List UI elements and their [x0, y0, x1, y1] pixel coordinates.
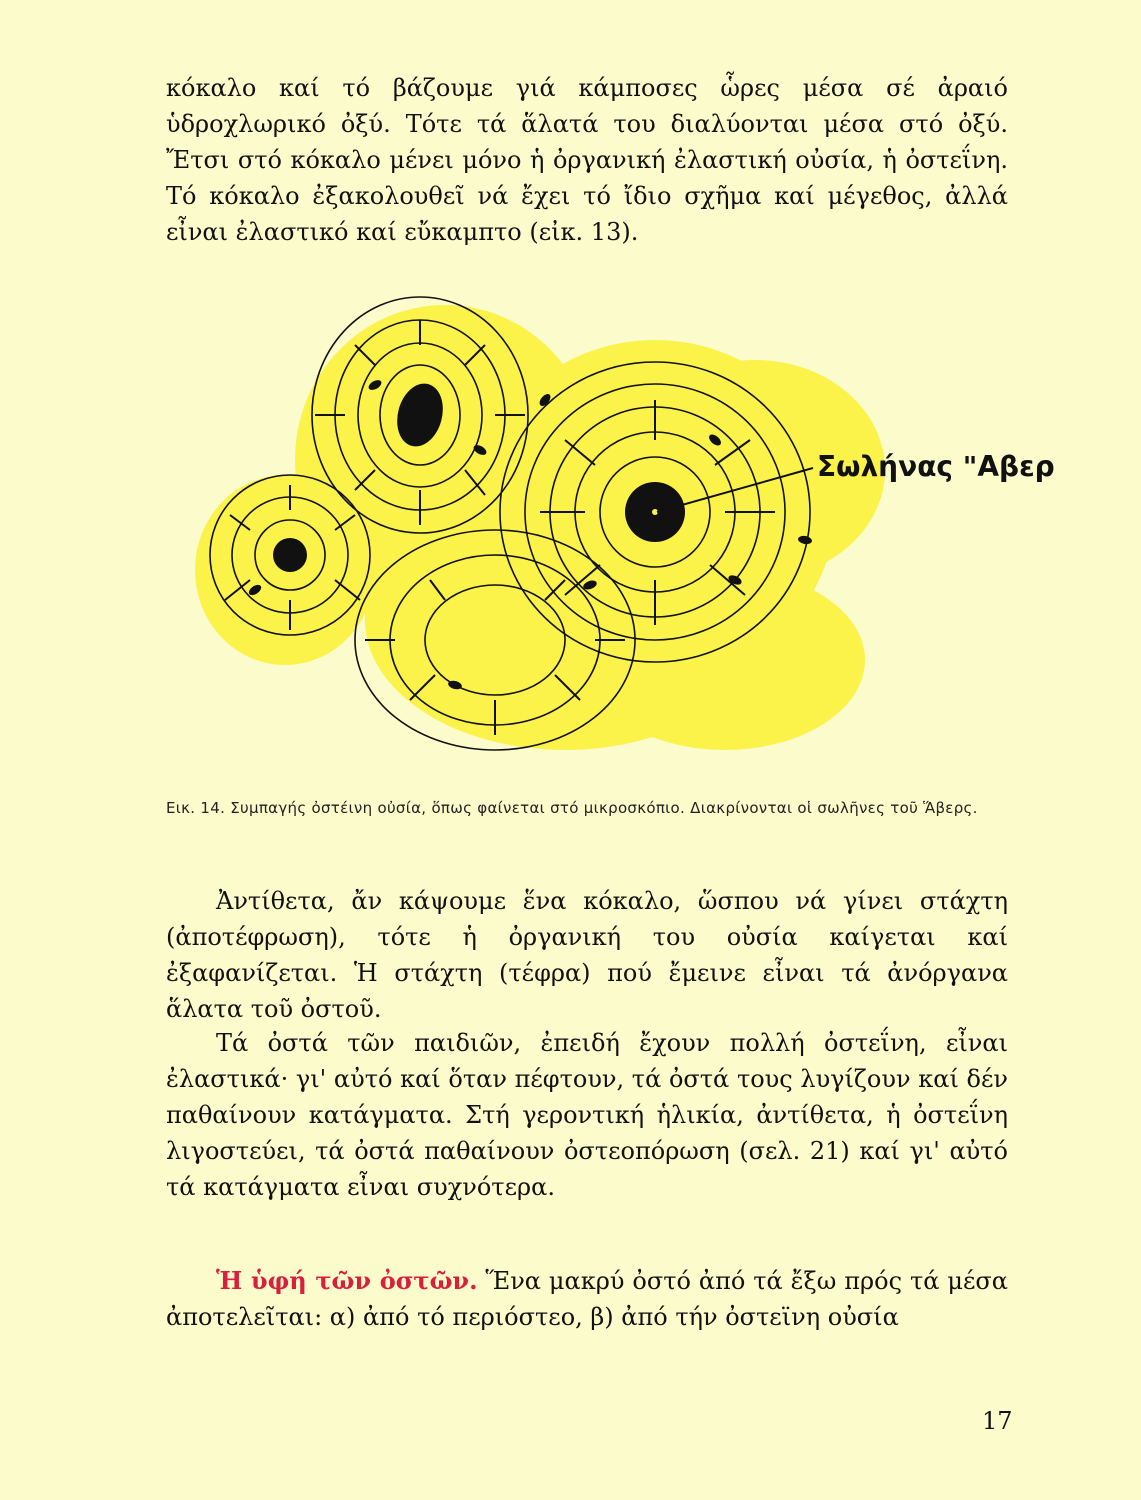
- page-number: 17: [982, 1407, 1013, 1435]
- bone-tissue-illustration: [195, 290, 1055, 760]
- bone-microscope-figure: [195, 290, 1055, 760]
- paragraph-children-bones: Τά ὀστά τῶν παιδιῶν, ἐπειδή ἔχουν πολλή ὀστεΐνη, εἶναι ἐλαστικά· γι' αὐτό καί ὅταν πέφτουν, τά ὀστά τους λυγίζουν καί δέν παθαίνουν κατάγματα. Στή γεροντική ἡλικία, ἀντίθετα, ἡ ὀστεΐνη λιγοστεύει, τά ὀστά παθαίνουν ὀστεοπόρωση (σελ. 21) καί γι' αὐτό τά κατάγματα εἶναι συχνότερα.: [166, 1029, 1008, 1201]
- paragraph-intro: κόκαλο καί τό βάζουμε γιά κάμποσες ὧρες μέσα σέ ἀραιό ὑδροχλωρικό ὀξύ. Τότε τά ἅλατά του διαλύονται μέσα στό ὀξύ. Ἔτσι στό κόκαλο μένει μόνο ἡ ὀργανική ἐλαστική οὐσία, ἡ ὀστεΐνη. Τό κόκαλο ἐξακολουθεῖ νά ἔχει τό ἴδιο σχῆμα καί μέγεθος, ἀλλά εἶναι ἐλαστικό καί εὔκαμπτο (εἰκ. 13).: [166, 74, 1008, 246]
- section-text: Ἕνα μακρύ ὀστό ἀπό τά ἔξω πρός τά μέσα ἀποτελεῖται: α) ἀπό τό περιόστεο, β) ἀπό τήν ὀστεϊνη οὐσία: [166, 1267, 1009, 1331]
- tissue-background: [195, 305, 885, 750]
- section-heading: Ἡ ὑφή τῶν ὀστῶν.: [216, 1266, 478, 1295]
- paragraph-ashing: Ἀντίθετα, ἄν κάψουμε ἕνα κόκαλο, ὥσπου νά γίνει στάχτη (ἀποτέφρωση), τότε ἡ ὀργανική του οὐσία καίγεται καί ἐξαφανίζεται. Ἡ στάχτη (τέφρα) πού ἔμεινε εἶναι τά ἀνόργανα ἅλατα τοῦ ὀστοῦ.: [166, 887, 1008, 1023]
- paragraph-bone-structure: [166, 1263, 1008, 1335]
- figure-caption: Εικ. 14. Συμπαγής ὀστέινη οὐσία, ὅπως φαίνεται στό μικροσκόπιο. Διακρίνονται οἱ σωλῆνες τοῦ Ἅβερς.: [166, 799, 978, 817]
- haversian-canal-label: Σωλήνας "Αβερς: [817, 450, 1055, 483]
